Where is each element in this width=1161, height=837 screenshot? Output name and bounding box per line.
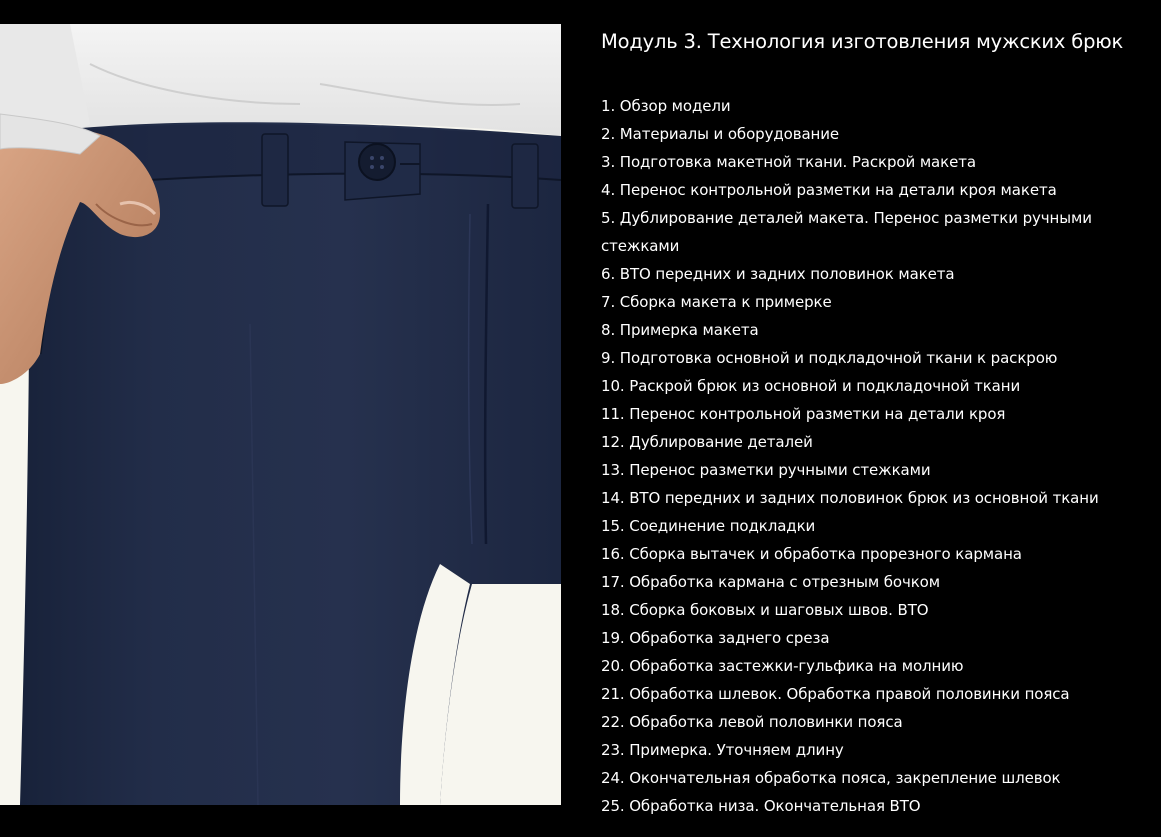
lesson-item: 6. ВТО передних и задних половинок макета [601, 265, 955, 283]
lesson-item: 22. Обработка левой половинки пояса [601, 713, 903, 731]
lesson-item: 18. Сборка боковых и шаговых швов. ВТО [601, 601, 929, 619]
lesson-item: 12. Дублирование деталей [601, 433, 813, 451]
lesson-item: 17. Обработка кармана с отрезным бочком [601, 573, 940, 591]
button-icon [359, 144, 395, 180]
lesson-item: 25. Обработка низа. Окончательная ВТО [601, 797, 921, 815]
lesson-item: 7. Сборка макета к примерке [601, 293, 832, 311]
lesson-item: 11. Перенос контрольной разметки на детали кроя [601, 405, 1006, 423]
belt-loop [512, 144, 538, 208]
belt-loop [262, 134, 288, 206]
lesson-item: 14. ВТО передних и задних половинок брюк из основной ткани [601, 489, 1099, 507]
lesson-item: 10. Раскрой брюк из основной и подкладочной ткани [601, 377, 1021, 395]
lesson-item: 21. Обработка шлевок. Обработка правой половинки пояса [601, 685, 1070, 703]
lesson-item: 20. Обработка застежки-гульфика на молнию [601, 657, 964, 675]
lesson-item: 4. Перенос контрольной разметки на детали кроя макета [601, 181, 1057, 199]
lesson-item: 19. Обработка заднего среза [601, 629, 830, 647]
lesson-list [601, 92, 1141, 820]
lesson-item: 16. Сборка вытачек и обработка прорезного кармана [601, 545, 1022, 563]
trousers-illustration [0, 24, 561, 805]
module-content [601, 28, 1141, 820]
trousers-photo [0, 24, 561, 805]
lesson-item: 24. Окончательная обработка пояса, закрепление шлевок [601, 769, 1061, 787]
lesson-item: 13. Перенос разметки ручными стежками [601, 461, 931, 479]
lesson-item: 3. Подготовка макетной ткани. Раскрой макета [601, 153, 976, 171]
lesson-item: 8. Примерка макета [601, 321, 759, 339]
module-title: Модуль 3. Технология изготовления мужских брюк [601, 30, 1124, 53]
lesson-item: 23. Примерка. Уточняем длину [601, 741, 844, 759]
lesson-item: 5. Дублирование деталей макета. Перенос разметки ручными стежками [601, 209, 1092, 255]
lesson-item: 9. Подготовка основной и подкладочной ткани к раскрою [601, 349, 1058, 367]
lesson-item: 1. Обзор модели [601, 97, 731, 115]
lesson-item: 2. Материалы и оборудование [601, 125, 840, 143]
lesson-item: 15. Соединение подкладки [601, 517, 816, 535]
